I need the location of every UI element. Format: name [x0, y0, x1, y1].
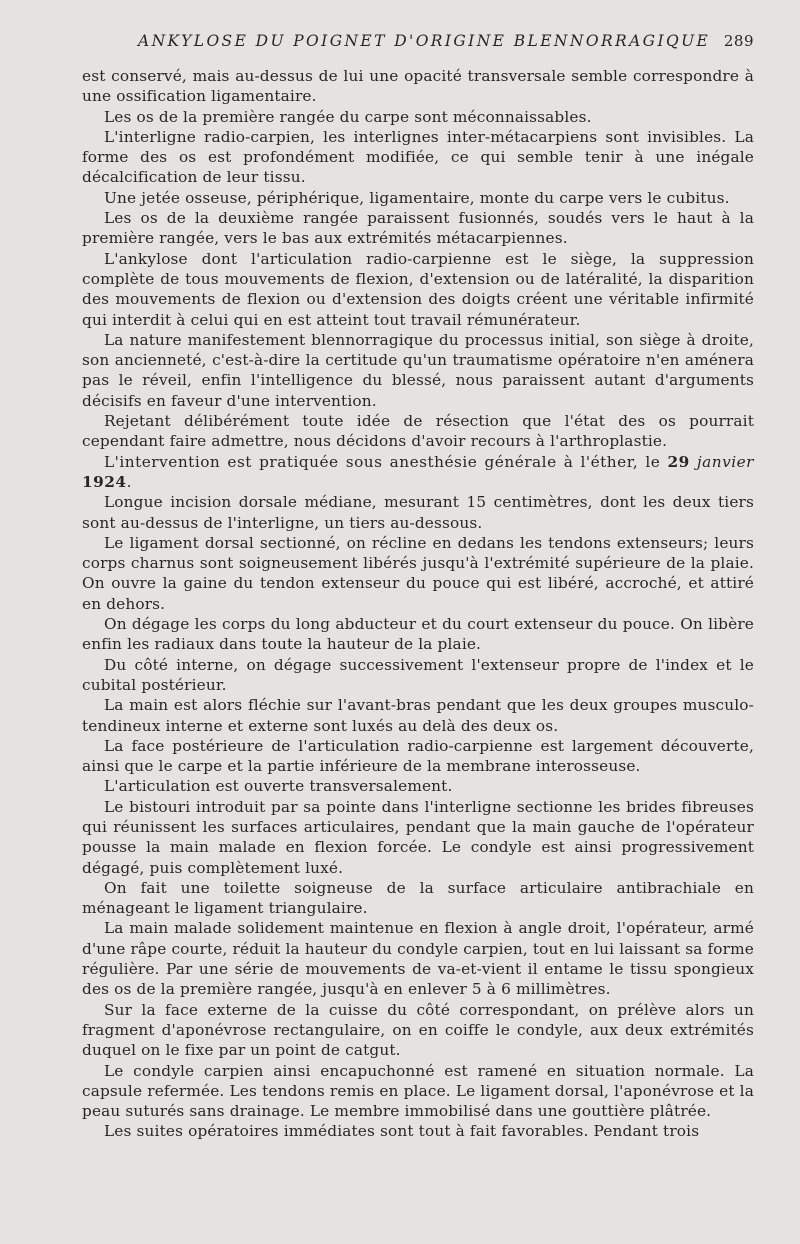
paragraph: Le condyle carpien ainsi encapuchonné est ramené en situation normale. La capsule refermée. Les tendons remis en place. Le ligament dorsal, l'aponévrose et la peau suturés sans drainage. Le membre immobilisé dans une gouttière plâtrée.: [82, 1061, 754, 1121]
paragraph: La main malade solidement maintenue en flexion à angle droit, l'opérateur, armé d'une râpe courte, réduit la hauteur du condyle carpien, tout en lui laissant sa forme régulière. Par une série de mouvements de va-et-vient il entame le tissu spongieux des os de la première rangée, jusqu'à en enlever 5 à 6 millimètres.: [82, 919, 754, 999]
paragraph: L'articulation est ouverte transversalement.: [104, 777, 453, 796]
paragraph: La main est alors fléchie sur l'avant-bras pendant que les deux groupes musculo-tendineux interne et externe sont luxés au delà des deux os.: [82, 696, 754, 735]
date-tail: .: [126, 472, 132, 491]
page-number: 289: [723, 32, 754, 50]
paragraph-operation-date: [82, 452, 754, 493]
paragraph: Sur la face externe de la cuisse du côté correspondant, on prélève alors un fragment d'aponévrose rectangulaire, on en coiffe le condyle, aux deux extrémités duquel on le fixe par un point de catgut.: [82, 1000, 754, 1060]
paragraph: Les suites opératoires immédiates sont tout à fait favorables. Pendant trois: [104, 1122, 700, 1141]
paragraph: Du côté interne, on dégage successivement l'extenseur propre de l'index et le cubital postérieur.: [82, 655, 754, 694]
paragraph: On dégage les corps du long abducteur et du court extenseur du pouce. On libère enfin les radiaux dans toute la hauteur de la plaie.: [82, 615, 754, 654]
paragraph: On fait une toilette soigneuse de la surface articulaire antibrachiale en ménageant le ligament triangulaire.: [82, 878, 754, 918]
paragraph: Une jetée osseuse, périphérique, ligamentaire, monte du carpe vers le cubitus.: [104, 188, 730, 207]
body-text: [82, 66, 754, 1142]
paragraph: est conservé, mais au-dessus de lui une opacité transversale semble correspondre à une ossification ligamentaire.: [82, 67, 754, 106]
paragraph: Les os de la deuxième rangée paraissent fusionnés, soudés vers le haut à la première rangée, vers le bas aux extrémités métacarpiennes.: [82, 209, 754, 248]
date-month: janvier: [696, 452, 754, 471]
paragraph: La nature manifestement blennorragique du processus initial, son siège à droite, son ancienneté, c'est-à-dire la certitude qu'un traumatisme opératoire n'en aménera pas le réveil, enfin l'intelligence du blessé, nous paraissent autant d'arguments décisifs en faveur d'une intervention.: [82, 330, 754, 410]
paragraph: Rejetant délibérément toute idée de résection que l'état des os pourrait cependant faire admettre, nous décidons d'avoir recours à l'arthroplastie.: [82, 412, 754, 451]
date-day: 29: [667, 452, 690, 471]
paragraph: Longue incision dorsale médiane, mesurant 15 centimètres, dont les deux tiers sont au-dessus de l'interligne, un tiers au-dessous.: [82, 493, 754, 532]
paragraph: L'interligne radio-carpien, les interlignes inter-métacarpiens sont invisibles. La forme des os est profondément modifiée, ce qui semble tenir à une inégale décalcification de leur tissu.: [82, 127, 754, 187]
running-head: [82, 28, 754, 58]
paragraph: Le ligament dorsal sectionné, on récline en dedans les tendons extenseurs; leurs corps charnus sont soigneusement libérés jusqu'à l'extrémité supérieure de la plaie. On ouvre la gaine du tendon extenseur du pouce qui est libéré, accroché, et attiré en dehors.: [82, 533, 754, 613]
running-title: ANKYLOSE DU POIGNET D'ORIGINE BLENNORRAGIQUE: [138, 32, 711, 50]
paragraph: Le bistouri introduit par sa pointe dans l'interligne sectionne les brides fibreuses qui réunissent les surfaces articulaires, pendant que la main gauche de l'opérateur pousse la main malade en flexion forcée. Le condyle est ainsi progressivement dégagé, puis complètement luxé.: [82, 797, 754, 877]
paragraph: Les os de la première rangée du carpe sont méconnaissables.: [104, 107, 592, 126]
paragraph: L'ankylose dont l'articulation radio-carpienne est le siège, la suppression complète de tous mouvements de flexion, d'extension ou de latéralité, la disparition des mouvements de flexion ou d'extension des doigts créent une véritable infirmité qui interdit à celui qui en est atteint tout travail rémunérateur.: [82, 249, 754, 329]
paragraph: La face postérieure de l'articulation radio-carpienne est largement découverte, ainsi que le carpe et la partie inférieure de la membrane interosseuse.: [82, 736, 754, 776]
date-lead: L'intervention est pratiquée sous anesthésie générale à l'éther, le: [104, 452, 668, 471]
date-year: 1924: [82, 472, 127, 491]
